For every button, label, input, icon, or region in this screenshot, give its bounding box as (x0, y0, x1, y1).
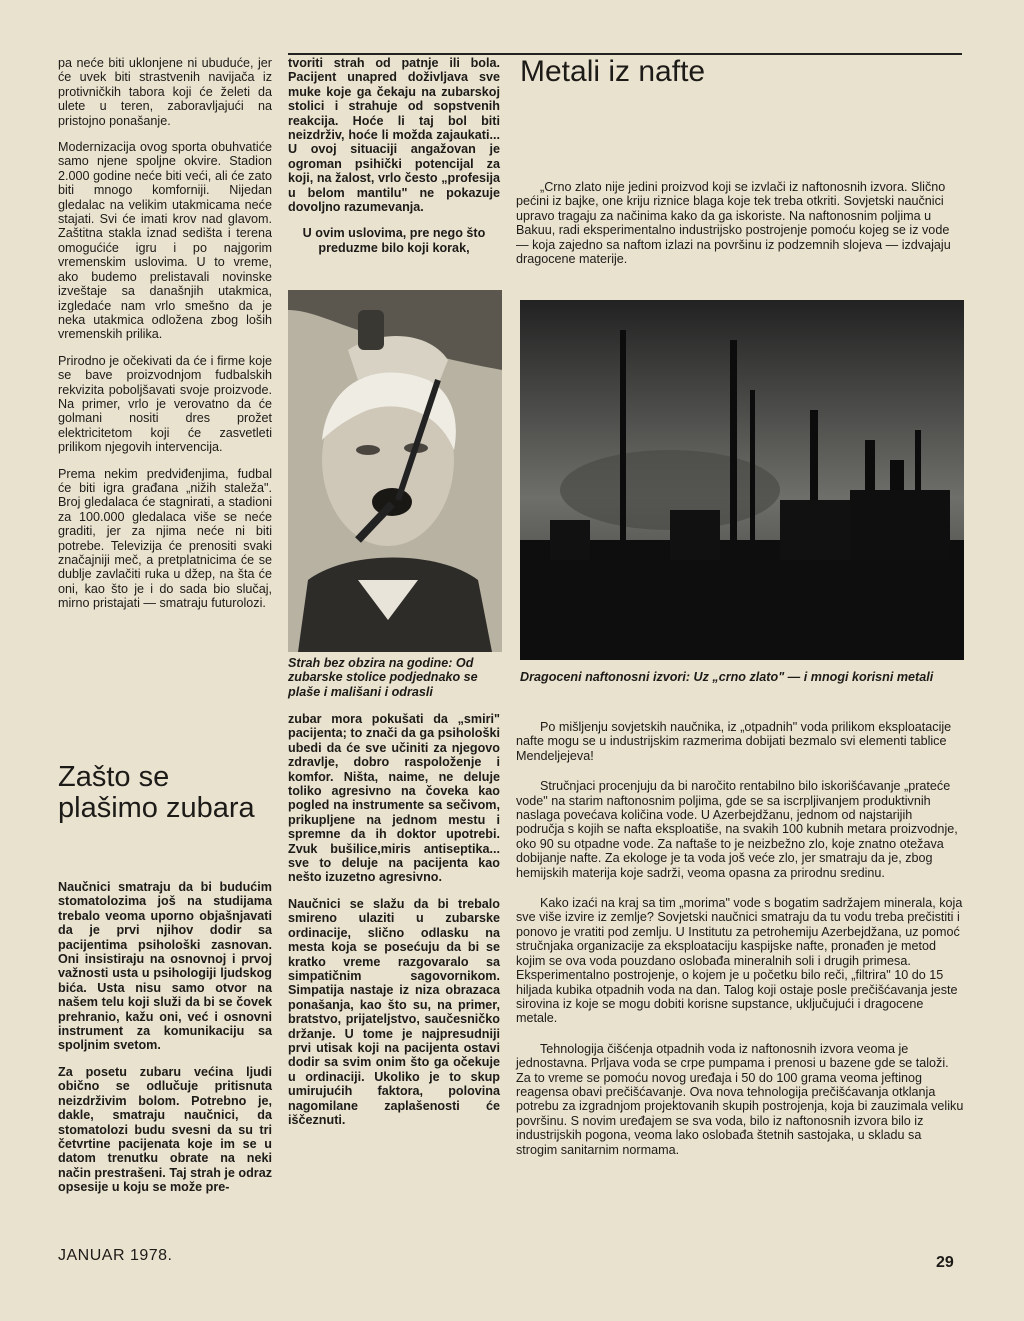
column-oil-body (516, 720, 964, 1173)
issue-date: JANUAR 1978. (58, 1247, 173, 1264)
paragraph: Tehnologija čišćenja otpadnih voda iz naftonosnih izvora veoma je jednostavna. Prljava voda se crpe pumpama i prenosi u bazene gde se taloži. Za to vreme se pomoću novog uređaja i 50 do 100 grama veoma jeftinog reagensa obavi prečišćavanje. Ova nova tehnologija prečišćavanja otklanja potrebu za izgradnjom projektovanih skupih postrojenja, koja bi zauzimala veliku površinu. S novim uređajem se sva voda, bilo iz naftonosnih izvora bilo iz industrijskih pogona, veoma lako oslobađa štetnih sastojaka, u skladu sa strogim sanitarnim normama. (516, 1041, 964, 1157)
column-dentist-continued (288, 56, 500, 267)
photo-refinery-illustration (520, 300, 964, 660)
paragraph: Kako izaći na kraj sa tim „morima" vode s bogatim sadržajem minerala, koja sve više izvire iz zemlje? Sovjetski naučnici smatraju da tu vodu treba prečistiti i ponovo je vratiti pod zemlju. U Institutu za petrohemiju Azerbejdžana, uz pomoć stručnjaka organizacije za eksploataciju kaspijske nafte, pronađen je metod kojim se ova voda pouzdano oslobađa mineralnih soli i drugih primesa. Eksperimentalno postrojenje, o kojem je u početku bilo reči, „filtrira" 10 do 15 hiljada kubika otpadnih voda na dan. Talog koji ostaje posle prečišćavanja jeste sirovina iz koje se mogu dobiti korisne supstance, uključujući i dragocene metale. (516, 896, 963, 1026)
paragraph: tvoriti strah od patnje ili bola. Pacijent unapred doživljava sve muke koje ga čekaju na zubarskoj stolici i strahuje od sopstvenih reakcija. Hoće li taj bol biti neizdrživ, hoće li možda zajaukati... U ovoj situaciji angažovan je ogroman psihički potencijal za koji, na žalost, vrlo često „profesija u belom mantilu" ne pokazuje dovoljno razumevanja. (288, 56, 500, 215)
article-title-dentist: Zašto se plašimo zubara (58, 761, 255, 824)
paragraph: Za posetu zubaru većina ljudi obično se odlučuje pritisnuta neizdrživim bolom. Potrebno je, dakle, smatraju naučnici, da stomatolozi budu svesni da su tri četvrtine pacijenata koje im se u datom trenutku obrate na neki način prestrašeni. Taj strah je odraz opsesije u koju se može pre- (58, 1064, 272, 1195)
column-football (58, 56, 272, 623)
paragraph: Stručnjaci procenjuju da bi naročito rentabilno bilo iskorišćavanje „prateće vode" na starim naftonosnim poljima, gde se sa iscrpljivanjem produktivnih naslaga povećava količina vode. U Azerbejdžanu, jednom od najstarijih područja s kojih se nafta eksploatiše, na svakih 100 kubnih metara proizvodnje, oko 90 su otpadne vode. Za naftaše to je neizbežno zlo, koje znatno otežava dobijanje nafte. Za ekologe je ta voda još veće zlo, jer smatraju da je, zbog hemijskih materija koje sadrži, veoma opasna za prirodnu sredinu. (516, 779, 958, 880)
photo-oil-refinery (520, 300, 964, 660)
photo-caption: Strah bez obzira na godine: Od zubarske stolice podjednako se plaše i mališani i odrasli (288, 656, 478, 699)
paragraph: Naučnici se slažu da bi trebalo smireno ulaziti u zubarske ordinacije, slično odlasku na mesta koja se posećuju da bi se kratko vreme razgovaralo sa simpatičnim sagovornikom. Simpatija nastaje iz niza obrazaca ponašanja, kao što su, na primer, bratstvo, prijateljstvo, saučesničko držanje. U tome je najpresudniji prvi utisak koji na pacijenta ostavi dodir sa svim onim što ga očekuje u ordinaciji. Ukoliko je to skup umirujućih faktora, polovina nagomilane zaplašenosti će iščeznuti. (288, 896, 500, 1127)
paragraph: pa neće biti uklonjene ni ubuduće, jer će uvek biti strastvenih navijača iz protivničkih tabora koji će želeti da ulete u teren, zaboravljajući na pristojno ponašanje. (58, 56, 272, 128)
paragraph: Naučnici smatraju da bi budućim stomatolozima još na studijama trebalo veoma uporno objašnjavati da je prvi njihov dodir sa pacijentima psihološki zasnovan. Oni insistiraju na osnovnoj i prvoj važnosti usta u psihologiji ljudskog bića. Usta nisu samo otvor na našem telu koji služi da bi se čovek prehranio, kažu oni, već i osnovni instrument za komunikaciju sa spoljnim svetom. (58, 880, 272, 1053)
paragraph: zubar mora pokušati da „smiri" pacijenta; to znači da ga psihološki ubedi da će sve učiniti za njegovo zdravlje, dobro raspoloženje i komfor. Ništa, naime, ne deluje toliko agresivno na čoveka kao pogled na instrumente sa sečivom, prikupljene na jednom mestu i spremne da ih doktor upotrebi. Zvuk bušilice,miris antiseptika... sve to deluje na pacijenta kao nešto izuzetno agresivno. (288, 712, 500, 885)
column-dentist-end (288, 712, 500, 1139)
photo-caption: Dragoceni naftonosni izvori: Uz „crno zlato" — i mnogi korisni metali (520, 670, 934, 684)
column-oil-intro (516, 180, 964, 282)
page-number: 29 (936, 1254, 954, 1271)
paragraph: „Crno zlato nije jedini proizvod koji se izvlači iz naftonosnih izvora. Slično pećini iz bajke, one kriju riznice blaga koje tek treba otkriti. Sovjetski naučnici upravo tragaju za načinima kako da ga iskoriste. Na naftonosnim poljima u Bakuu, radi eksperimentalno industrijsko postrojenje pomoću kojeg se iz vode — koja zajedno sa naftom izlazi na površinu iz podzemnih slojeva — izdvajaju dragocene materije. (516, 180, 951, 267)
paragraph: Prirodno je očekivati da će i firme koje se bave proizvodnjom fudbalskih rekvizita poboljšavati svoje proizvode. Na primer, vrlo je verovatno da će golmani nositi dres prožet elektricitetom koji će zasvetleti prilikom njegovih intervencija. (58, 353, 272, 455)
paragraph: Modernizacija ovog sporta obuhvatiće samo njene spoljne okvire. Stadion 2.000 godine neće biti veći, ali će zato biti mnogo komforniji. Nijedan gledalac na velikim utakmicama neće stajati. Svi će imati krov nad glavom. Zaštitna stakla iznad sedišta i terena omogućiće igru i po najgorim vremenskim uslovima. U to vreme, ako budemo prelistavali novinske izveštaje sa današnjih utakmica, izgledaće nam vrlo smešno da je neka utakmica odložena zbog loših vremenskih prilika. (58, 140, 272, 342)
column-dentist-lead (58, 880, 272, 1207)
article-title-oil: Metali iz nafte (520, 55, 706, 88)
paragraph: Prema nekim predviđenjima, fudbal će biti igra građana „nižih staleža". Broj gledalaca će stagnirati, a stadioni za 100.000 gledalaca više se neće graditi, jer za njima neće ni biti potrebe. Televizija će prenositi svaki značajniji meč, a pretplatnicima će se dublje zavlačiti ruka u džep, na šta će oni, kao što je i do sada bio slučaj, mirno pristajati — smatraju futurolozi. (58, 466, 272, 611)
photo-child-at-dentist (288, 290, 502, 652)
photo-child-illustration (288, 290, 502, 652)
paragraph: Po mišljenju sovjetskih naučnika, iz „otpadnih" voda prilikom eksploatacije nafte mogu se u industrijskim razmerima dobijati bezmalo svi elementi tablice Mendeljejeva! (516, 720, 952, 763)
paragraph: U ovim uslovima, pre nego što preduzme bilo koji korak, (302, 226, 486, 255)
